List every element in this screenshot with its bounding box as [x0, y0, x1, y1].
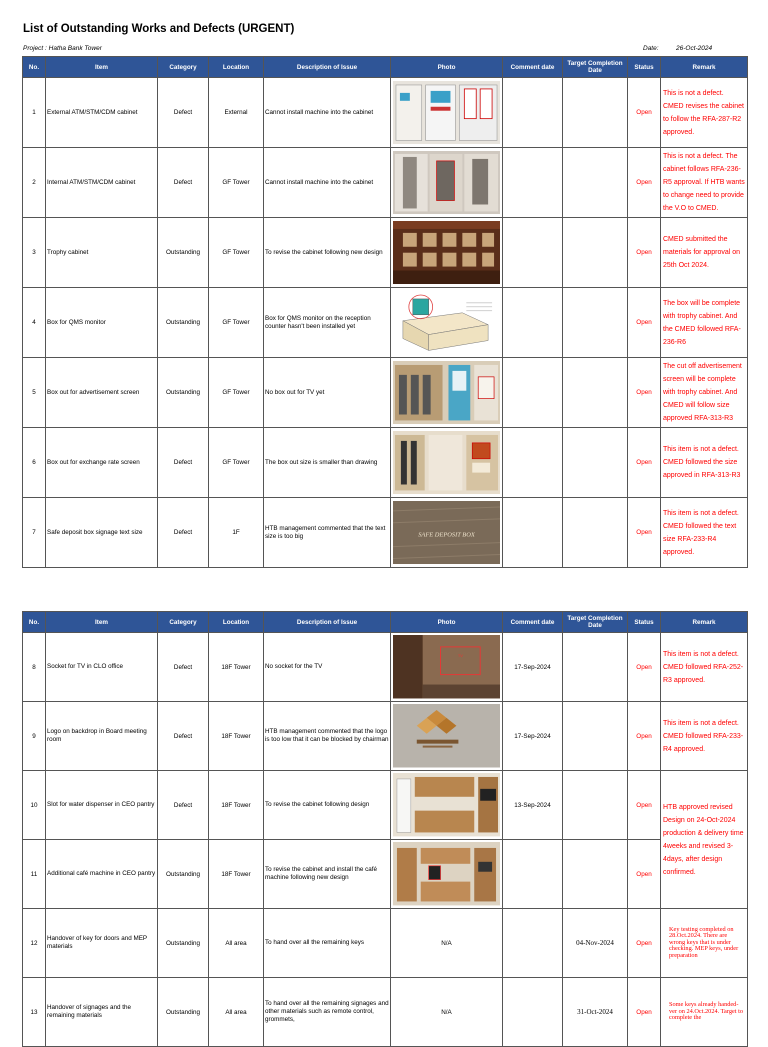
row-no: 5 [23, 358, 46, 428]
row-category: Defect [158, 428, 209, 498]
table-row [23, 358, 748, 428]
table-header-row [23, 612, 748, 633]
row-location: All area [209, 978, 264, 1047]
row-item: External ATM/STM/CDM cabinet [46, 78, 158, 148]
row-location: All area [209, 909, 264, 978]
status-badge: Open [628, 498, 661, 568]
defects-table-1 [22, 56, 748, 568]
row-location: 18F Tower [209, 702, 264, 771]
row-description: No socket for the TV [264, 633, 391, 702]
row-item: Safe deposit box signage text size [46, 498, 158, 568]
row-no: 6 [23, 428, 46, 498]
row-item: Box out for exchange rate screen [46, 428, 158, 498]
table-row [23, 148, 748, 218]
status-badge: Open [628, 428, 661, 498]
header-comment-date: Comment date [503, 612, 563, 633]
table-row [23, 288, 748, 358]
row-item: Trophy cabinet [46, 218, 158, 288]
header-category: Category [158, 612, 209, 633]
header-status: Status [628, 612, 661, 633]
row-location: 18F Tower [209, 771, 264, 840]
row-target-date [563, 358, 628, 428]
table-row [23, 771, 748, 840]
row-remark: This item is not a defect. CMED followed RFA-233-R4 approved. [661, 702, 748, 771]
row-description: HTB management commented that the text size is too big [264, 498, 391, 568]
row-no: 11 [23, 840, 46, 909]
table-row [23, 702, 748, 771]
defects-table-2 [22, 611, 748, 1047]
cafe-machine-photo [391, 840, 503, 909]
row-description: To revise the cabinet following design [264, 771, 391, 840]
atm-internal-photo [391, 148, 503, 218]
status-badge: Open [628, 840, 661, 909]
table-row [23, 78, 748, 148]
row-remark: This item is not a defect. CMED followed RFA-252-R3 approved. [661, 633, 748, 702]
row-no: 12 [23, 909, 46, 978]
header-no: No. [23, 57, 46, 78]
page-title: List of Outstanding Works and Defects (URGENT) [23, 23, 295, 35]
row-description: To revise the cabinet and install the café machine following new design [264, 840, 391, 909]
row-category: Defect [158, 498, 209, 568]
row-comment-date [503, 288, 563, 358]
row-category: Outstanding [158, 978, 209, 1047]
header-target-date: Target Completion Date [563, 57, 628, 78]
row-remark: The box will be complete with trophy cabinet. And the CMED followed RFA-236-R6 [661, 288, 748, 358]
qms-box-drawing [391, 288, 503, 358]
table-row [23, 428, 748, 498]
row-target-date: 31-Oct-2024 [563, 978, 628, 1047]
atm-external-photo [391, 78, 503, 148]
photo-na: N/A [391, 909, 503, 978]
row-no: 2 [23, 148, 46, 218]
row-target-date [563, 428, 628, 498]
row-category: Outstanding [158, 358, 209, 428]
row-target-date: 04-Nov-2024 [563, 909, 628, 978]
row-target-date [563, 148, 628, 218]
clo-office-photo [391, 633, 503, 702]
row-no: 4 [23, 288, 46, 358]
row-no: 1 [23, 78, 46, 148]
project-name: Project : Hatha Bank Tower [23, 45, 102, 52]
row-comment-date [503, 978, 563, 1047]
row-description: To revise the cabinet following new design [264, 218, 391, 288]
row-description: To hand over all the remaining keys [264, 909, 391, 978]
header-photo: Photo [391, 57, 503, 78]
header-location: Location [209, 57, 264, 78]
row-category: Defect [158, 771, 209, 840]
advertisement-screen-photo [391, 358, 503, 428]
row-category: Defect [158, 633, 209, 702]
header-comment-date: Comment date [503, 57, 563, 78]
status-badge: Open [628, 909, 661, 978]
table-row [23, 978, 748, 1047]
status-badge: Open [628, 633, 661, 702]
safe-deposit-photo [391, 498, 503, 568]
row-comment-date [503, 428, 563, 498]
row-comment-date [503, 909, 563, 978]
row-description: The box out size is smaller than drawing [264, 428, 391, 498]
trophy-cabinet-photo [391, 218, 503, 288]
status-badge: Open [628, 148, 661, 218]
row-description: To hand over all the remaining signages and other materials such as remote control, grommets, [264, 978, 391, 1047]
row-item: Box out for advertisement screen [46, 358, 158, 428]
row-location: GF Tower [209, 428, 264, 498]
row-comment-date [503, 840, 563, 909]
row-category: Outstanding [158, 909, 209, 978]
row-remark: HTB approved revised Design on 24-Oct-2024 production & delivery time 4weeks and revised 3-4days, after design confirmed. [661, 771, 748, 909]
row-location: 18F Tower [209, 840, 264, 909]
ceo-pantry-photo [391, 771, 503, 840]
row-category: Defect [158, 148, 209, 218]
row-target-date [563, 840, 628, 909]
header-target-date: Target Completion Date [563, 612, 628, 633]
row-description: No box out for TV yet [264, 358, 391, 428]
row-target-date [563, 288, 628, 358]
row-target-date [563, 218, 628, 288]
row-comment-date [503, 218, 563, 288]
row-remark: This is not a defect. The cabinet follows RFA-236-R5 approval. If HTB wants to change need to provide the V.O to CMED. [661, 148, 748, 218]
status-badge: Open [628, 978, 661, 1047]
row-target-date [563, 633, 628, 702]
row-remark: The cut off advertisement screen will be complete with trophy cabinet. And CMED will follow size approved RFA-313-R3 [661, 358, 748, 428]
row-target-date [563, 702, 628, 771]
status-badge: Open [628, 771, 661, 840]
row-location: GF Tower [209, 148, 264, 218]
table-row [23, 840, 748, 909]
status-badge: Open [628, 78, 661, 148]
header-item: Item [46, 57, 158, 78]
table-header-row [23, 57, 748, 78]
row-category: Outstanding [158, 840, 209, 909]
row-description: Cannot install machine into the cabinet [264, 148, 391, 218]
row-no: 13 [23, 978, 46, 1047]
table-row [23, 633, 748, 702]
table-row [23, 909, 748, 978]
row-remark: This item is not a defect. CMED followed the text size RFA-233-R4 approved. [661, 498, 748, 568]
row-target-date [563, 498, 628, 568]
row-comment-date: 13-Sep-2024 [503, 771, 563, 840]
row-category: Defect [158, 78, 209, 148]
row-item: Box for QMS monitor [46, 288, 158, 358]
row-no: 3 [23, 218, 46, 288]
row-remark: Some keys already handed-ver on 24.Oct.2024. Target to complete the [661, 978, 748, 1047]
row-description: Cannot install machine into the cabinet [264, 78, 391, 148]
date-label: Date: [643, 45, 659, 52]
row-item: Socket for TV in CLO office [46, 633, 158, 702]
row-comment-date: 17-Sep-2024 [503, 633, 563, 702]
row-category: Defect [158, 702, 209, 771]
row-no: 8 [23, 633, 46, 702]
row-location: GF Tower [209, 358, 264, 428]
status-badge: Open [628, 358, 661, 428]
row-category: Outstanding [158, 288, 209, 358]
status-badge: Open [628, 702, 661, 771]
board-logo-photo [391, 702, 503, 771]
header-status: Status [628, 57, 661, 78]
row-remark: This item is not a defect. CMED followed the size approved in RFA-313-R3 [661, 428, 748, 498]
header-remark: Remark [661, 612, 748, 633]
row-location: 1F [209, 498, 264, 568]
row-comment-date [503, 78, 563, 148]
row-remark: Key testing completed on 28.Oct.2024. There are wrong keys that is under checking. MEP keys, under preparation [661, 909, 748, 978]
row-item: Slot for water dispenser in CEO pantry [46, 771, 158, 840]
header-photo: Photo [391, 612, 503, 633]
row-target-date [563, 771, 628, 840]
safe-deposit-sign-text: SAFE DEPOSIT BOX [418, 531, 475, 539]
header-location: Location [209, 612, 264, 633]
row-description: Box for QMS monitor on the reception counter hasn't been installed yet [264, 288, 391, 358]
exchange-rate-photo [391, 428, 503, 498]
row-comment-date: 17-Sep-2024 [503, 702, 563, 771]
status-badge: Open [628, 218, 661, 288]
row-location: GF Tower [209, 218, 264, 288]
row-item: Logo on backdrop in Board meeting room [46, 702, 158, 771]
row-item: Internal ATM/STM/CDM cabinet [46, 148, 158, 218]
row-remark: CMED submitted the materials for approval on 25th Oct 2024. [661, 218, 748, 288]
row-target-date [563, 78, 628, 148]
table-row [23, 498, 748, 568]
row-no: 9 [23, 702, 46, 771]
tv-annotation-text: TV [457, 653, 463, 659]
header-category: Category [158, 57, 209, 78]
row-no: 10 [23, 771, 46, 840]
row-location: External [209, 78, 264, 148]
row-remark: This is not a defect. CMED revises the cabinet to follow the RFA-287-R2 approved. [661, 78, 748, 148]
header-item: Item [46, 612, 158, 633]
row-location: 18F Tower [209, 633, 264, 702]
date-value: 26-Oct-2024 [676, 45, 713, 52]
row-description: HTB management commented that the logo is too low that it can be blocked by chairman [264, 702, 391, 771]
row-category: Outstanding [158, 218, 209, 288]
header-remark: Remark [661, 57, 748, 78]
header-no: No. [23, 612, 46, 633]
row-comment-date [503, 358, 563, 428]
header-description: Description of Issue [264, 612, 391, 633]
row-item: Handover of signages and the remaining materials [46, 978, 158, 1047]
row-item: Handover of key for doors and MEP materials [46, 909, 158, 978]
row-item: Additional café machine in CEO pantry [46, 840, 158, 909]
status-badge: Open [628, 288, 661, 358]
row-no: 7 [23, 498, 46, 568]
header-description: Description of Issue [264, 57, 391, 78]
table-row [23, 218, 748, 288]
photo-na: N/A [391, 978, 503, 1047]
row-location: GF Tower [209, 288, 264, 358]
row-comment-date [503, 148, 563, 218]
row-comment-date [503, 498, 563, 568]
